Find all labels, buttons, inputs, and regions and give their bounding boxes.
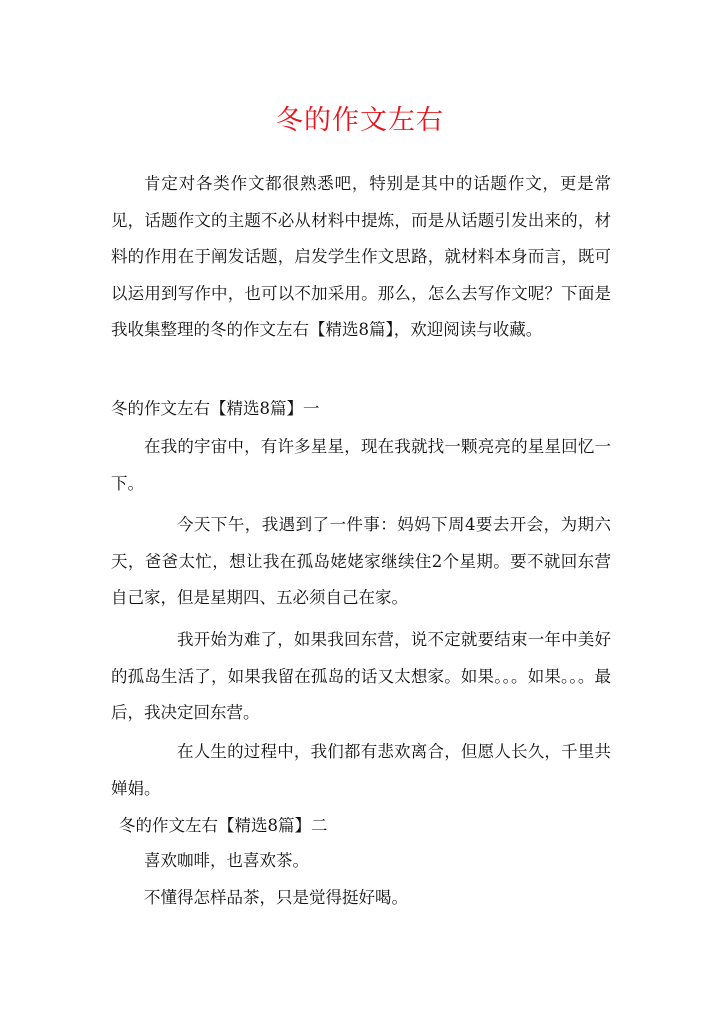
section-1-paragraph-4: 在人生的过程中，我们都有悲欢离合，但愿人长久，千里共婵娟。: [111, 742, 611, 798]
section-2-paragraph-1: 喜欢咖啡，也喜欢茶。: [144, 851, 309, 870]
section-2-heading: 冬的作文左右【精选8篇】二: [119, 816, 328, 835]
section-1-paragraph-1: 在我的宇宙中，有许多星星，现在我就找一颗亮亮的星星回忆一下。: [111, 437, 611, 493]
section-1-heading: 冬的作文左右【精选8篇】一: [111, 399, 320, 418]
section-1-paragraph-2: 今天下午，我遇到了一件事：妈妈下周4要去开会，为期六天，爸爸太忙，想让我在孤岛姥姥家继续住2个星期。要不就回东营自己家，但是星期四、五必须自己在家。: [111, 515, 611, 607]
intro-paragraph: 肯定对各类作文都很熟悉吧，特别是其中的话题作文，更是常见，话题作文的主题不必从材料中提炼，而是从话题引发出来的，材料的作用在于阐发话题，启发学生作文思路，就材料本身而言，既可以运用到写作中，也可以不加采用。那么，怎么去写作文呢？下面是我收集整理的冬的作文左右【精选8篇】，欢迎阅读与收藏。: [111, 174, 611, 339]
section-1-paragraph-3: 我开始为难了，如果我回东营，说不定就要结束一年中美好的孤岛生活了，如果我留在孤岛的话又太想家。如果。。。如果。。。最后，我决定回东营。: [111, 630, 611, 722]
document-title: 冬的作文左右: [276, 105, 444, 136]
section-2-paragraph-2: 不懂得怎样品茶，只是觉得挺好喝。: [144, 888, 408, 907]
